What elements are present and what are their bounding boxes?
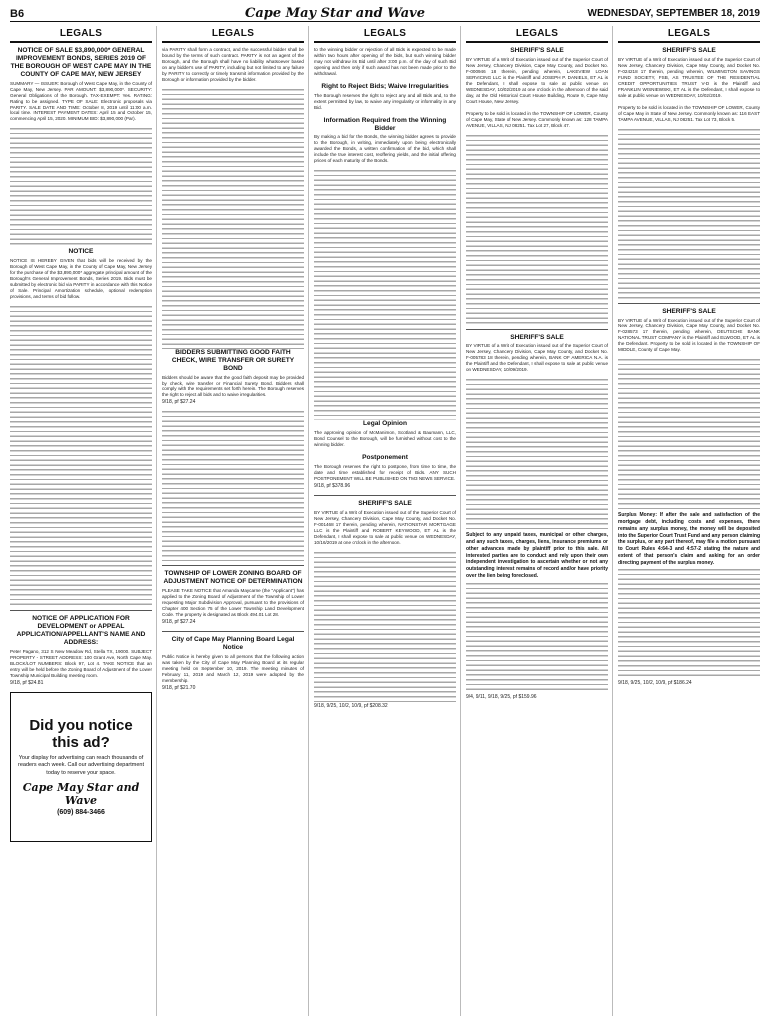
notice-body: Peter Pagano, 312 S New Meadow Rd, Stella TX, 19000. SUBJECT PROPERTY - STREET ADDRESS: 100 Grant Ave, North Cape May. BLOCK/LOT NUMBERS: Block 97, Lot 4. TAKE NOTICE that an entry will be held before the Zoning Board of Adjustment of the Lower Township Municipal Building meeting room. — [10, 648, 152, 678]
column-header: LEGALS — [10, 26, 152, 43]
column-header: LEGALS — [618, 26, 760, 43]
notice-footer: 9/4, 9/11, 9/18, 9/25, pf $159.96 — [466, 693, 537, 700]
notice-body: BY VIRTUE of a Writ of Execution issued out of the Superior Court of New Jersey, Chancery Division, Cape May County, and Docket No. F-028573 17 therein, pending wherein, DEUTSCHE BANK NATIONAL TRUST COMPANY is the Plaintiff and ELWOOD, ET AL is the Defendant. Property to be sold is located in the TOWNSHIP OF MIDDLE, County of Cape May. — [618, 317, 760, 353]
notice-title: SHERIFF'S SALE — [510, 47, 564, 54]
notice-title: NOTICE OF SALE $3,890,000* GENERAL IMPROVEMENT BONDS, SERIES 2019 OF THE BOROUGH OF WEST CAPE MAY IN THE COUNTY OF CAPE MAY, NEW JERSEY — [10, 47, 152, 78]
notice-body-bold: Surplus Money: If after the sale and satisfaction of the mortgage debt, including costs and expenses, there remains any surplus money, the money will be deposited into the Superior Court Trust Fund and any person claiming the surplus, or any part thereof, may file a motion pursuant to Court Rules 4:64-3 and 4:57-2 stating the nature and extent of that person's claim and asking for an order directing payment of the surplus money. — [618, 512, 760, 566]
notice — [314, 500, 456, 546]
notice-body: Property to be sold is located in the TOWNSHIP OF LOWER, County of Cape May in State of New Jersey. Commonly known as: 116 EAST TAMPA AVENUE, VILLAS, NJ 08251. Tax Lot 73, Block 5. — [618, 104, 760, 122]
notice-body: Property to be sold is located in the TOWNSHIP OF LOWER, County of Cape May, State of New Jersey. Commonly known as: 128 TAMPA AVENUE, VILLAS, NJ 08251. Tax Lot 27, Block 47. — [466, 110, 608, 128]
notice-text-block — [618, 129, 760, 299]
column-header: LEGALS — [466, 26, 608, 43]
notice — [162, 570, 304, 625]
notice — [162, 47, 304, 83]
divider — [162, 631, 304, 632]
notice-body: BY VIRTUE of a Writ of Execution issued out of the Superior Court of New Jersey, Chancery Division, Cape May County, and Docket No. F-001468 17 therein, pending wherein, NATIONSTAR MORTGAGE LLC is the Plaintiff and ROBERT KEYWOOD, ET AL is the Defendant, I shall expose to sale at public venue on WEDNESDAY, 10/16/2019 at one o'clock in the afternoon. — [314, 509, 456, 545]
notice — [618, 308, 760, 354]
notice — [162, 636, 304, 691]
notice-footer: 9/18, 9/25, 10/2, 10/9, pf $186.24 — [618, 680, 692, 687]
column-header: LEGALS — [162, 26, 304, 43]
notice-body: BY VIRTUE of a Writ of Execution issued out of the Superior Court of New Jersey, Chancery Division, Cape May County, and Docket No. F-005783 18 therein, pending wherein, BANK OF AMERICA N.A. is the Plaintiff and the Defendant, I shall expose to sale at public venue on WEDNESDAY, 10/09/2019. — [466, 343, 608, 373]
notice-text-block — [10, 128, 152, 248]
notice-footer: 9/18, pf $27.24 — [162, 619, 196, 626]
notice — [618, 105, 760, 123]
notice-title: Legal Opinion — [363, 420, 407, 428]
notice-title: City of Cape May Planning Board Legal Notice — [171, 636, 295, 651]
notice-title: SHERIFF'S SALE — [662, 307, 716, 315]
ad-text: Your display for advertising can reach thousands of readers each week. Call our advertising department today to reserve your space. — [18, 755, 144, 776]
notice-footer: 9/18, pf $24.81 — [10, 679, 44, 686]
notice-title: NOTICE — [68, 248, 94, 256]
notice — [314, 47, 456, 77]
notice-body: Public Notice is hereby given to all persons that the following action was taken by the City of Cape May Planning Board at its regular meeting held on September 10, 2019. The meeting minutes of February 11, 2019 and March 12, 2019 were adopted by the membership. — [162, 653, 304, 683]
column-header: LEGALS — [314, 26, 456, 43]
notice-title: BIDDERS SUBMITTING GOOD FAITH CHECK, WIRE TRANSFER OR SURETY BOND — [171, 348, 295, 372]
page-number: B6 — [10, 7, 25, 20]
divider — [10, 610, 152, 611]
notice-text-block — [618, 359, 760, 509]
notice-footer: 9/18, pf $378.96 — [314, 482, 351, 489]
notice — [466, 334, 608, 374]
divider — [162, 565, 304, 566]
house-ad — [10, 692, 152, 842]
notice-title: SHERIFF'S SALE — [510, 333, 564, 341]
notice-text-block — [162, 89, 304, 349]
notice-text-block — [162, 411, 304, 561]
notice-text-block — [466, 379, 608, 529]
notice-title: SHERIFF'S SALE — [358, 499, 412, 507]
newspaper-name: Cape May Star and Wave — [245, 6, 425, 21]
notice-text-block — [10, 306, 152, 606]
notice — [314, 420, 456, 448]
divider — [466, 329, 608, 330]
masthead — [10, 6, 760, 22]
notice-body: The approving opinion of McManimon, Scotland & Baumann, LLC, Bond Counsel to the Borough, will be furnished without cost to the winning bidder. — [314, 430, 456, 448]
notice-footer: 9/18, 9/25, 10/2, 10/9, pf $208.32 — [314, 702, 388, 709]
notice-body: via PARITY shall form a contract, and the successful bidder shall be bound by the terms of such contract. PARITY is not an agent of the Borough, and the Borough shall have no liability whatsoever based on any bidder's use of PARITY, including but not limited to any failure by PARITY to correctly or timely transmit information provided by the Borough or information provided by the bidder. — [162, 47, 304, 82]
notice-body: BY VIRTUE of a Writ of Execution issued out of the Superior Court of New Jersey, Chancery Division, Cape May County, and Docket No. F-024218 17 therein, pending wherein, WILMINGTON SAVINGS FUND SOCIETY, FSB, AS TRUSTEE OF THE RESIDENTIAL CREDIT OPPORTUNITIES TRUST V-D is the Plaintiff and FRANKLIN WISNIEWSKI, ET AL is the Defendant, I shall expose to sale at public venue on WEDNESDAY, 10/02/2019. — [618, 56, 760, 98]
divider — [314, 495, 456, 496]
notice-body: By making a bid for the Bonds, the winning bidder agrees to provide to the Borough, in writing, immediately upon being electronically awarded the Bonds, a written confirmation of the bid, which shall include the true interest cost, reoffering yields, and the initial offering prices of each maturity of the Bonds. — [314, 134, 456, 164]
notice — [10, 248, 152, 300]
notice — [314, 454, 456, 489]
notice-body: The Borough reserves the right to postpone, from time to time, the date and time established for receipt of Bids. ANY SUCH POSTPONEMENT WILL BE PUBLISHED ON TM3 NEWS SERVICE. — [314, 464, 456, 481]
notice-title: Postponement — [362, 454, 408, 462]
notice-body: BY VIRTUE of a Writ of Execution issued out of the Superior Court of New Jersey, Chancery Division, Cape May County, and Docket No. F-000946 18 therein, pending wherein, LAKEVIEW LOAN SERVICING LLC is the Plaintiff and JOSEPH P. DANIELS, ET AL is the Defendant, I shall expose to sale at public venue on WEDNESDAY, 10/02/2019 at one o'clock in the afternoon of the said day, at the Old Historical Court House Building, Route 9, Cape May Court House, New Jersey. — [466, 56, 608, 104]
notice-footer: 9/18, pf $27.24 — [162, 399, 196, 406]
notice-body: to the winning bidder or rejection of all Bids is expected to be made within two hours after opening of the bids, but such winning bidder may not withdraw its Bid until after 3:00 p.m. of the day of such Bid opening and then only if such award has not been made prior to the withdrawal. — [314, 47, 456, 76]
legals-column-1 — [10, 26, 157, 1016]
notice-text-block — [314, 552, 456, 702]
notice — [466, 47, 608, 105]
notice-title: TOWNSHIP OF LOWER ZONING BOARD OF ADJUSTMENT NOTICE OF DETERMINATION — [163, 570, 303, 586]
issue-date: WEDNESDAY, SEPTEMBER 18, 2019 — [587, 8, 760, 19]
notice-body: SUMMARY — ISSUER: Borough of West Cape May, in the County of Cape May, New Jersey. PAR AMOUNT: $3,890,000*. SECURITY: General Obligations of the Borough. TAX-EXEMPT: Yes. RATING: Rating to be assigned. TYPE OF SALE: Electronic proposals via PARITY. SALE DATE AND TIME: October 8, 2019 until 11:00 a.m. local time. INTEREST PAYMENT DATES: April 15 and October 15, commencing April 15, 2020. MINIMUM BID: $3,890,000 (Par). — [10, 80, 152, 122]
ad-paper-name: Cape May Star and Wave — [22, 780, 140, 807]
notice — [10, 47, 152, 122]
notice-body: The Borough reserves the right to reject any and all Bids and, to the extent permitted by law, to waive any irregularity or informality in any Bid. — [314, 92, 456, 110]
notice — [162, 349, 304, 406]
legals-column-3 — [314, 26, 461, 1016]
divider — [618, 303, 760, 304]
notice-title: SHERIFF'S SALE — [662, 47, 716, 54]
notice-title: Information Required from the Winning Bidder — [323, 116, 447, 132]
legals-column-2 — [162, 26, 309, 1016]
ad-title: Did you notice this ad? — [29, 717, 133, 752]
notice-title: Right to Reject Bids; Waive Irregularities — [321, 82, 449, 90]
notice-body-bold: Subject to any unpaid taxes, municipal or other charges, and any such taxes, charges, liens, insurance premiums or other advances made by plaintiff prior to this sale. All interested parties are to conduct and rely upon their own independent investigation to ascertain whether or not any outstanding interest remains of record and/or have priority over the lien being foreclosed. — [466, 532, 608, 579]
notice-body: PLEASE TAKE NOTICE that Amanda Maycarne (the "Applicant") has applied to the Zoning Board of Adjustment of the Township of Lower requesting Major Subdivision Approval, pursuant to the provisions of Chapter 400 Section 75 of the Lower Township Land Development Code. The property is designated as Block 494.01 Lot 28. — [162, 588, 304, 618]
notice-title: NOTICE OF APPLICATION FOR DEVELOPMENT or APPEAL APPLICATION/APPELLANT'S NAME AND ADDRESS: — [16, 615, 146, 646]
legals-column-4 — [466, 26, 613, 1016]
notice — [314, 83, 456, 111]
notice-body: NOTICE IS HEREBY GIVEN that bids will be received by the Borough of West Cape May, in the County of Cape May, New Jersey for the purchase of the $3,890,000* aggregate principal amount of the Borough's General Improvement Bonds, Series 2019. Bids must be submitted by electronic bid via PARITY in accordance with this Notice of Sale. Principal Amortization schedule, optional redemption provisions, and terms of bid follow. — [10, 258, 152, 300]
page-content — [10, 26, 760, 1016]
notice — [466, 111, 608, 129]
notice — [10, 615, 152, 685]
notice-text-block — [314, 170, 456, 420]
notice — [618, 47, 760, 99]
notice-text-block — [466, 583, 608, 693]
notice-text-block — [466, 135, 608, 325]
notice-text-block — [618, 569, 760, 679]
notice-footer: 9/18, pf $21.70 — [162, 684, 196, 691]
notice-body: Bidders should be aware that the good faith deposit may be provided by check, wire transfer or Financial Surety Bond. Bidders shall comply with the requirements set forth herein. The Borough reserves the right to reject all bids and to waive irregularities. — [162, 374, 304, 398]
legals-column-5 — [618, 26, 760, 1016]
ad-phone: (609) 884-3466 — [57, 808, 105, 816]
notice — [314, 117, 456, 165]
